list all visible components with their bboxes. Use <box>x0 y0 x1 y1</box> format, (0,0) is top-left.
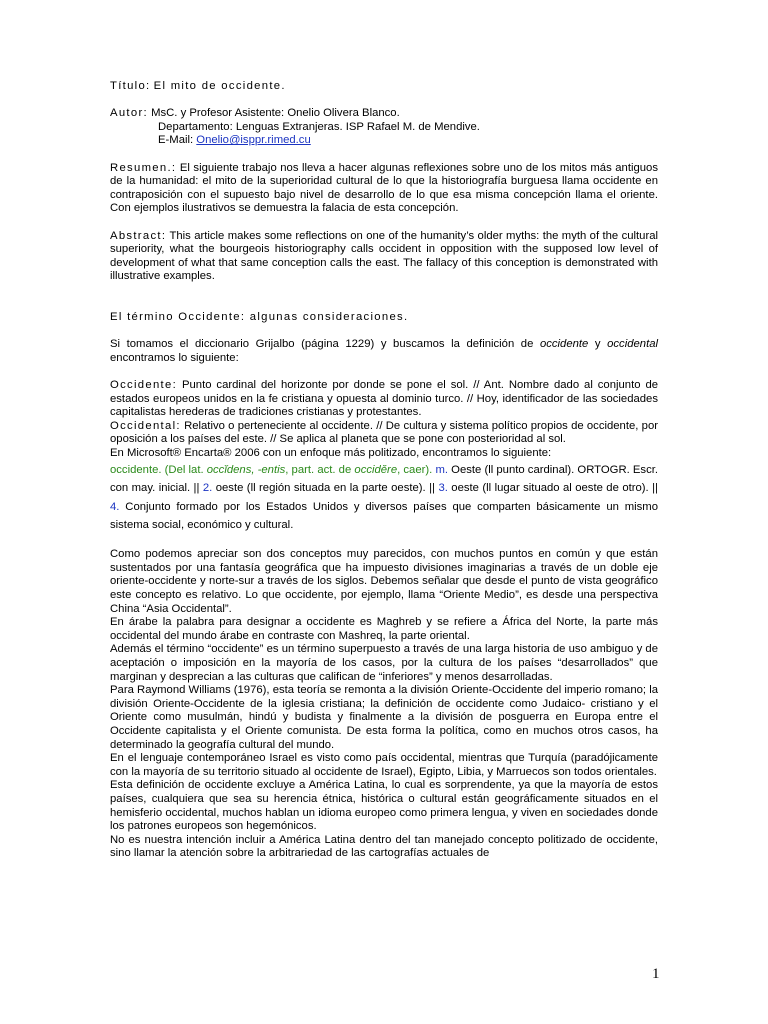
section-heading: El término Occidente: algunas consideraciones. <box>110 311 409 324</box>
encarta-latin-1: occĭdens, -entis <box>206 463 286 476</box>
encarta-etymology-3: , caer). <box>397 463 433 476</box>
grijalbo-text-3: encontramos lo siguiente: <box>110 351 239 364</box>
abstract-label: Abstract: <box>110 229 167 242</box>
encarta-latin-2: occidĕre <box>354 463 398 476</box>
definition-occidente-text: Punto cardinal del horizonte por donde se pone el sol. // Ant. Nombre dado al conjunto de estados europeos unidos en la fe cristiana y opuesta al dominio turco. // Hoy, identificador de las sociedades capitalistas herederas de tradiciones cristianas y protestantes. <box>110 379 659 419</box>
body-paragraph-7: No es nuestra intención incluir a América Latina dentro del tan manejado concepto politizado de occidente, sino llamar la atención sobre la arbitrariedad de las cartografías actuales de <box>110 833 658 860</box>
resumen-label: Resumen.: <box>110 161 177 174</box>
definition-occidente-label: Occidente: <box>110 379 178 392</box>
title-label: Título: <box>110 80 151 92</box>
encarta-sense-1: Oeste (ll punto cardinal). ORTOGR. Escr. con may. inicial. || <box>110 463 658 495</box>
email-label: E-Mail: <box>158 134 194 147</box>
grijalbo-term-occidental: occidental <box>607 338 658 351</box>
author-line <box>110 107 658 121</box>
definition-occidental-label: Occidental: <box>110 419 181 432</box>
department-line: Departamento: Lenguas Extranjeras. ISP Rafael M. de Mendive. <box>158 120 480 133</box>
encarta-number-3: 3. <box>438 482 448 495</box>
encarta-definition <box>110 461 658 535</box>
body-paragraph-1: Como podemos apreciar son dos conceptos muy parecidos, con muchos puntos en común y que están sustentados por una fantasía geográfica que ha impuesto divisiones imaginarias a través de un doble eje oriente-occidente y norte-sur a través de los siglos. Debemos señalar que desde el punto de vista geográfico este concepto es relativo. Lo que occidente, por ejemplo, llama “Oriente Medio”, es desde una perspectiva China “Asia Occidental”. <box>110 548 658 615</box>
encarta-headword: occidente. <box>110 463 162 476</box>
page-number: 1 <box>652 966 660 982</box>
encarta-etymology-2: , part. act. de <box>285 463 352 476</box>
encarta-number-2: 2. <box>202 482 213 495</box>
encarta-etymology-1: (Del lat. <box>164 463 204 476</box>
abstract-text: This article makes some reflections on one of the humanity’s older myths: the myth of the cultural superiority, what the bourgeois historiography calls occident in opposition with the supposed low level of development of what that same conception calls the east. The fallacy of this conception is demonstrated with illustrative examples. <box>110 229 658 283</box>
definition-occidental <box>110 420 658 447</box>
encarta-intro: En Microsoft® Encarta® 2006 con un enfoque más politizado, encontramos lo siguiente: <box>110 447 552 460</box>
body-paragraph-2: En árabe la palabra para designar a occidente es Maghreb y se refiere a África del Norte, la parte más occidental del mundo árabe en contraste con Mashreq, la parte oriental. <box>110 616 658 642</box>
author-value: MsC. y Profesor Asistente: Onelio Olivera Blanco. <box>151 107 400 120</box>
email-link[interactable]: Onelio@isppr.rimed.cu <box>196 134 311 147</box>
encarta-sense-2: oeste (ll región situada en la parte oeste). || <box>215 482 435 495</box>
encarta-sense-4: Conjunto formado por los Estados Unidos y diversos países que comparten básicamente un mismo sistema social, económico y cultural. <box>110 500 659 532</box>
author-label: Autor: <box>110 107 148 120</box>
encarta-sense-3: oeste (ll lugar situado al oeste de otro). || <box>451 482 658 495</box>
definition-occidente <box>110 379 658 420</box>
title-line <box>110 80 658 94</box>
email-line <box>110 134 658 148</box>
body-paragraph-5: En el lenguaje contemporáneo Israel es visto como país occidental, mientras que Turquía (paradójicamente con la mayoría de su territorio situado al occidente de Israel), Egipto, Libia, y Marruecos son todos orientales. <box>110 752 658 778</box>
grijalbo-text-1: Si tomamos el diccionario Grijalbo (página 1229) y buscamos la definición de <box>110 338 534 351</box>
grijalbo-paragraph <box>110 338 658 365</box>
resumen-paragraph <box>110 162 658 216</box>
resumen-text: El siguiente trabajo nos lleva a hacer algunas reflexiones sobre uno de los mitos más antiguos de la humanidad: el mito de la superioridad cultural de lo que la historiografía burguesa llama occidente en contraposición con el supuesto bajo nivel de desarrollo de lo que esa misma concepción llama el oriente. Con ejemplos ilustrativos se demuestra la falacia de esta concepción. <box>110 161 658 215</box>
grijalbo-term-occidente: occidente <box>539 338 589 351</box>
abstract-paragraph <box>110 230 658 284</box>
encarta-number-4: 4. <box>110 500 120 513</box>
body-paragraph-6: Esta definición de occidente excluye a América Latina, lo cual es sorprendente, ya que la mayoría de estos países, cualquiera que sea su herencia étnica, histórica o cultural están geográficamente situados en el hemisferio occidental, muchos hablan un idioma europeo como primera lengua, y viven en sociedades donde los patrones europeos son hegemónicos. <box>110 779 658 833</box>
document-page <box>110 80 658 861</box>
definition-occidental-text: Relativo o perteneciente al occidente. // De cultura y sistema político propios de occidente, por oposición a los países del este. // Se aplica al planeta que se pone con posterioridad al sol. <box>110 419 658 446</box>
body-paragraph-4: Para Raymond Williams (1976), esta teoría se remonta a la división Oriente-Occidente del imperio romano; la división Oriente-Occidente de la iglesia cristiana; la definición de occidente como Judaico- cristiano y el Oriente como musulmán, hindú y budista y finalmente a la división de posguerra en Europa entre el Occidente capitalista y el Oriente comunista. De esta forma la política, como en muchos otros casos, ha determinado la geografía cultural del mundo. <box>110 684 658 751</box>
encarta-gender: m. <box>435 463 448 476</box>
body-paragraph-3: Además el término “occidente” es un término superpuesto a través de una larga historia de uso ambiguo y de aceptación o imposición en la mayoría de los casos, por la cultura de los países “desarrollados” que marginan y desprecian a las culturas que califican de “inferiores” y menos desarrolladas. <box>110 643 658 683</box>
grijalbo-text-2: y <box>594 338 601 351</box>
title-value: El mito de occidente. <box>153 80 286 92</box>
